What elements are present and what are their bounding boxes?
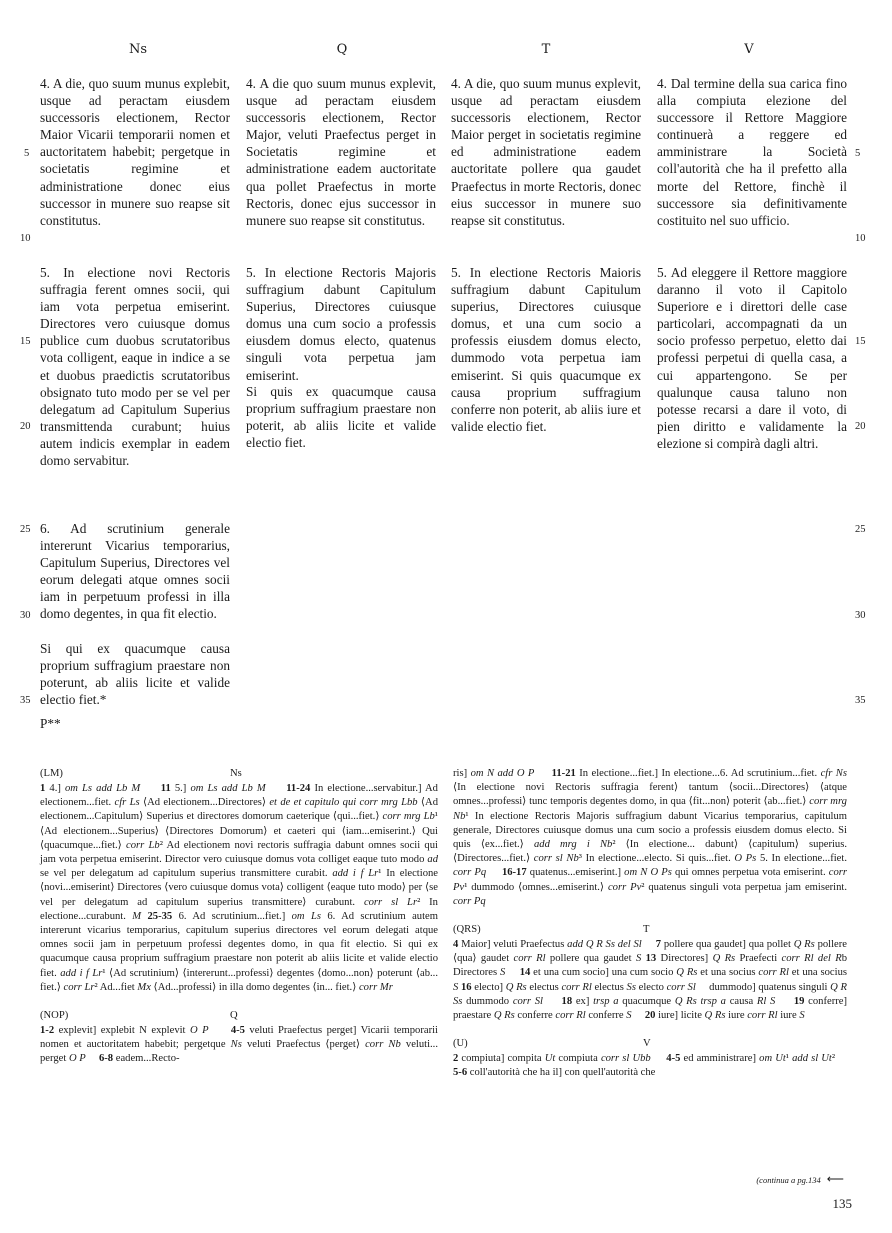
arrow-left-icon: ⟵	[826, 1172, 844, 1186]
footnote-marker: P**	[40, 716, 61, 731]
apparatus-v	[453, 1037, 847, 1080]
apparatus-heading	[453, 1037, 847, 1052]
continuation-text: (continua a pg.134	[756, 1175, 821, 1185]
paragraph-6-sentence-2: Si qui ex quacumque causa proprium suffragium praestare non poterunt, ab aliis licite et valide electio fiet.*	[40, 641, 230, 708]
column-heading-v: V	[744, 42, 754, 57]
paragraph-6: 6. Ad scrutinium generale intererunt Vicarius temporarius, Capitulum Superius, Directores vel eorum delegati atque omnes socii iam in perpetuum professi in illa domo degentes, in qua fit electio.	[40, 521, 230, 622]
apparatus-entries: 4 Maior] veluti Praefectus add Q R Ss del Sl 7 pollere qua gaudet] qua pollet Q Rs pollere ⟨qua⟩ gaudet corr Rl pollere qua gaudet S 13 Directores] Q Rs Praefecti corr Rl del Rb Directores S 14 et una cum socio] una cum socio Q Rs et una socius corr Rl et una socius S 16 electo] Q Rs electus corr Rl electus Ss electo corr Sl dummodo] quatenus singuli Q R Ss dummodo corr Sl 18 ex] trsp a quacumque Q Rs trsp a causa Rl S 19 conferre] praestare Q Rs conferre corr Rl conferre S 20 iure] licite Q Rs iure corr Rl iure S	[453, 939, 847, 1022]
paragraph-5: 5. In electione Rectoris Maioris suffragium dabunt Capitulum superius, Directores cuiusque domus, et una cum socio a professis eiusdem domus electo, dummodo vota perpetua iam emiserint. Si quis quacumque ex causa proprium suffragium conferre non poterit, ab aliis iure et valide electio fiet.	[451, 265, 641, 434]
column-heading-q: Q	[336, 42, 348, 57]
column-heading-ns: Ns	[128, 42, 148, 57]
line-number: 15	[20, 336, 31, 347]
apparatus-q	[40, 1009, 438, 1067]
apparatus-manuscript: V	[643, 1038, 651, 1050]
apparatus-manuscript: Ns	[230, 768, 242, 779]
line-number: 30	[855, 610, 866, 621]
line-number: 25	[20, 524, 31, 535]
apparatus-t	[453, 923, 847, 1023]
paragraph-4: 4. Dal termine della sua carica fino alla compiuta elezione del successore il Rettore Maggiore continuerà a reggere ed amministrare la Società coll'autorità che ha il prefetto alla morte del Rettore, finchè il successore sia definitivamente costituito nel suo ufficio.	[657, 76, 847, 228]
apparatus-entries: 2 compiuta] compita Ut compiuta corr sl Ubb 4-5 ed amministrare] om Ut¹ add sl Ut² 5-6 coll'autorità che ha il] con quell'autorità che	[453, 1053, 848, 1079]
line-number: 20	[855, 421, 866, 432]
continuation-note	[756, 1172, 844, 1187]
apparatus-entries: 1-2 explevit] explebit N explevit O P 4-5 veluti Praefectus perget] Vicarii temporarii nomen et auctoritatem habebit; pergetque Ns veluti Praefectus ⟨perget⟩ corr Nb veluti... perget O P 6-8 eadem...Recto-	[40, 1025, 438, 1065]
line-number: 10	[855, 233, 866, 244]
apparatus-sigla: (NOP)	[40, 1010, 69, 1022]
apparatus-sigla: (LM)	[40, 768, 63, 779]
apparatus-entries: 1 4.] om Ls add Lb M 11 5.] om Ls add Lb M 11-24 In electione...servabitur.] Ad electionem...fiet. cfr Ls ⟨Ad electionem...Directores⟩ et de et capitulo qui corr mrg Lbb ⟨Ad electionem...Capitulum⟩ Superius et directores domorum caeterique ⟨qui...fiet.⟩ corr mrg Lb¹ ⟨Ad electionem...Superius⟩ ⟨Directores Domorum⟩ et caeteri qui ⟨iam...emiserint.⟩ Qui ⟨quacumque...fiet.⟩ corr Lb² Ad electionem novi rectoris suffragia dabunt omnes socii qui jam vota perpetua emiserint. Director vero cuiusque domus vota colliget eaque tuto modo ad se vel per delegatum ad capitulum superius transmittere curabit. add i f Lr¹ In electione ⟨novi...emiserint⟩ Directores ⟨vero cuiusque domus vota⟩ colligent ⟨eaque tuto modo⟩ per ⟨se vel per delegatum ad capitulum superius transmittere⟩ curabunt. corr sl Lr² In electione...curabunt. M 25-35 6. Ad scrutinium...fiet.] om Ls 6. Ad scrutinium autem intererunt vicarius temporarius, capitulum superius directores vel eorum delegati atque omnes socii jam in perpetuum professi degentes domo, in qua fit electio. Si qui ex quacumque causa proprium suffragium praestare non poterit ab aliis licite et valide electio fiet. add i f Lr¹ ⟨Ad scrutinium⟩ ⟨intererunt...professi⟩ degentes ⟨domo...non⟩ poterunt ⟨ab... fiet.⟩ corr Lr² Ad...fiet Mx ⟨Ad...professi⟩ in illa domo degentes ⟨in... fiet.⟩ corr Mr	[40, 783, 438, 993]
line-number: 20	[20, 421, 31, 432]
apparatus-sigla: (QRS)	[453, 924, 481, 936]
apparatus-heading	[40, 1009, 438, 1024]
apparatus-ns	[40, 767, 438, 995]
apparatus-manuscript: T	[643, 924, 650, 936]
apparatus-left	[40, 767, 438, 1081]
page-number: 135	[832, 1196, 852, 1211]
apparatus-entries: ris] om N add O P 11-21 In electione...fiet.] In electione...6. Ad scrutinium...fiet. cfr Ns ⟨In electione novi Rectoris suffragia ferent⟩ tantum ⟨socii...Directores⟩ ⟨atque omnes...professi⟩ tunc temporis degentes domo, in qua ⟨fit...non⟩ poterit ⟨ab...fiet.⟩ corr mrg Nb¹ In electione Rectoris Majoris suffragium dabunt Vicarius temporarius, capitulum generale, Directores cuiusque domus una cum socio a professis eiusdem domus electo. Si quis ⟨ex...fiet.⟩ add mrg i Nb² ⟨In electione... dabunt⟩ ⟨capitulum⟩ superius. ⟨Directores...fiet.⟩ corr sl Nb³ In electione...electo. Si quis...fiet. O Ps 5. In electione...fiet. corr Pq 16-17 quatenus...emiserint.] om N O Ps qui omnes perpetua vota emiserint. corr Pv¹ dummodo ⟨omnes...emiserint.⟩ corr Pv² quatenus singuli vota perpetua jam emiserint. corr Pq	[453, 768, 848, 907]
line-number: 5	[24, 148, 30, 159]
paragraph-4: 4. A die, quo suum munus explebit, usque ad peractam eiusdem successoris electionem, Rector Maior Vicarii temporarii nomen et auctoritatem habebit; pergetque in societatis regimine et administratione donec eius successor in munere suo reapse sit constitutus.	[40, 76, 230, 228]
line-number: 15	[855, 336, 866, 347]
line-number: 5	[855, 148, 861, 159]
line-number: 35	[20, 695, 31, 706]
apparatus-manuscript: Q	[230, 1010, 238, 1022]
paragraph-5: 5. Ad eleggere il Rettore maggiore daranno il voto il Capitolo Superiore e i direttori delle case particolari, accompagnati da un socio professo perpetuo, eletto dai professi perpetui di quella casa, a cui appartengono. Se per qualunque causa taluno non potesse recarsi a dare il voto, di pien diritto e validamente la elezione si compirà dagli altri.	[657, 265, 847, 451]
paragraph-5-sentence-2: Si quis ex quacumque causa proprium suffragium praestare non poterit, ab aliis licite et valide electio fiet.	[246, 384, 436, 451]
apparatus-right	[453, 767, 847, 1095]
line-number: 10	[20, 233, 31, 244]
column-heading-t: T	[541, 42, 551, 57]
apparatus-sigla: (U)	[453, 1038, 468, 1050]
line-number: 30	[20, 610, 31, 621]
paragraph-4: 4. A die quo suum munus explevit, usque ad peractam eiusdem successoris electionem, Rector Major, veluti Praefectus perget in Societatis regimine et administratione eadem auctoritate qua pollet Praefectus in morte Rectoris, donec ejus successor in munere suo reapse sit constitutus.	[246, 76, 436, 228]
line-number: 25	[855, 524, 866, 535]
paragraph-4: 4. A die, quo suum munus explevit, usque ad peractam eiusdem successoris electionem, Rector Maior perget in societatis regimine ed administratione eadem auctoritate pollere qua gaudet Praefectus in morte Rectoris, donec eius successor in munere suo reapse sit constitutus.	[451, 76, 641, 228]
paragraph-5: 5. In electione novi Rectoris suffragia ferent omnes socii, qui iam vota perpetua emiserint. Directores vero cuiusque domus publice cum duobus scrutatoribus vota colligent, eaque in indice a se et duobus praedictis scrutatoribus obsignato tuto modo per se vel per delegatum ad Capitulum Superius transmittenda curabunt; huius autem indicis exemplar in eadem domo servabitur.	[40, 265, 230, 469]
apparatus-heading	[40, 767, 438, 782]
apparatus-q-continued	[453, 767, 847, 909]
apparatus-heading	[453, 923, 847, 938]
paragraph-5: 5. In electione Rectoris Majoris suffragium dabunt Capitulum Superius, Directores cuiusque domus una cum socio a professis eiusdem domus electo, quatenus singuli vota perpetua jam emiserint.	[246, 265, 436, 383]
line-number: 35	[855, 695, 866, 706]
